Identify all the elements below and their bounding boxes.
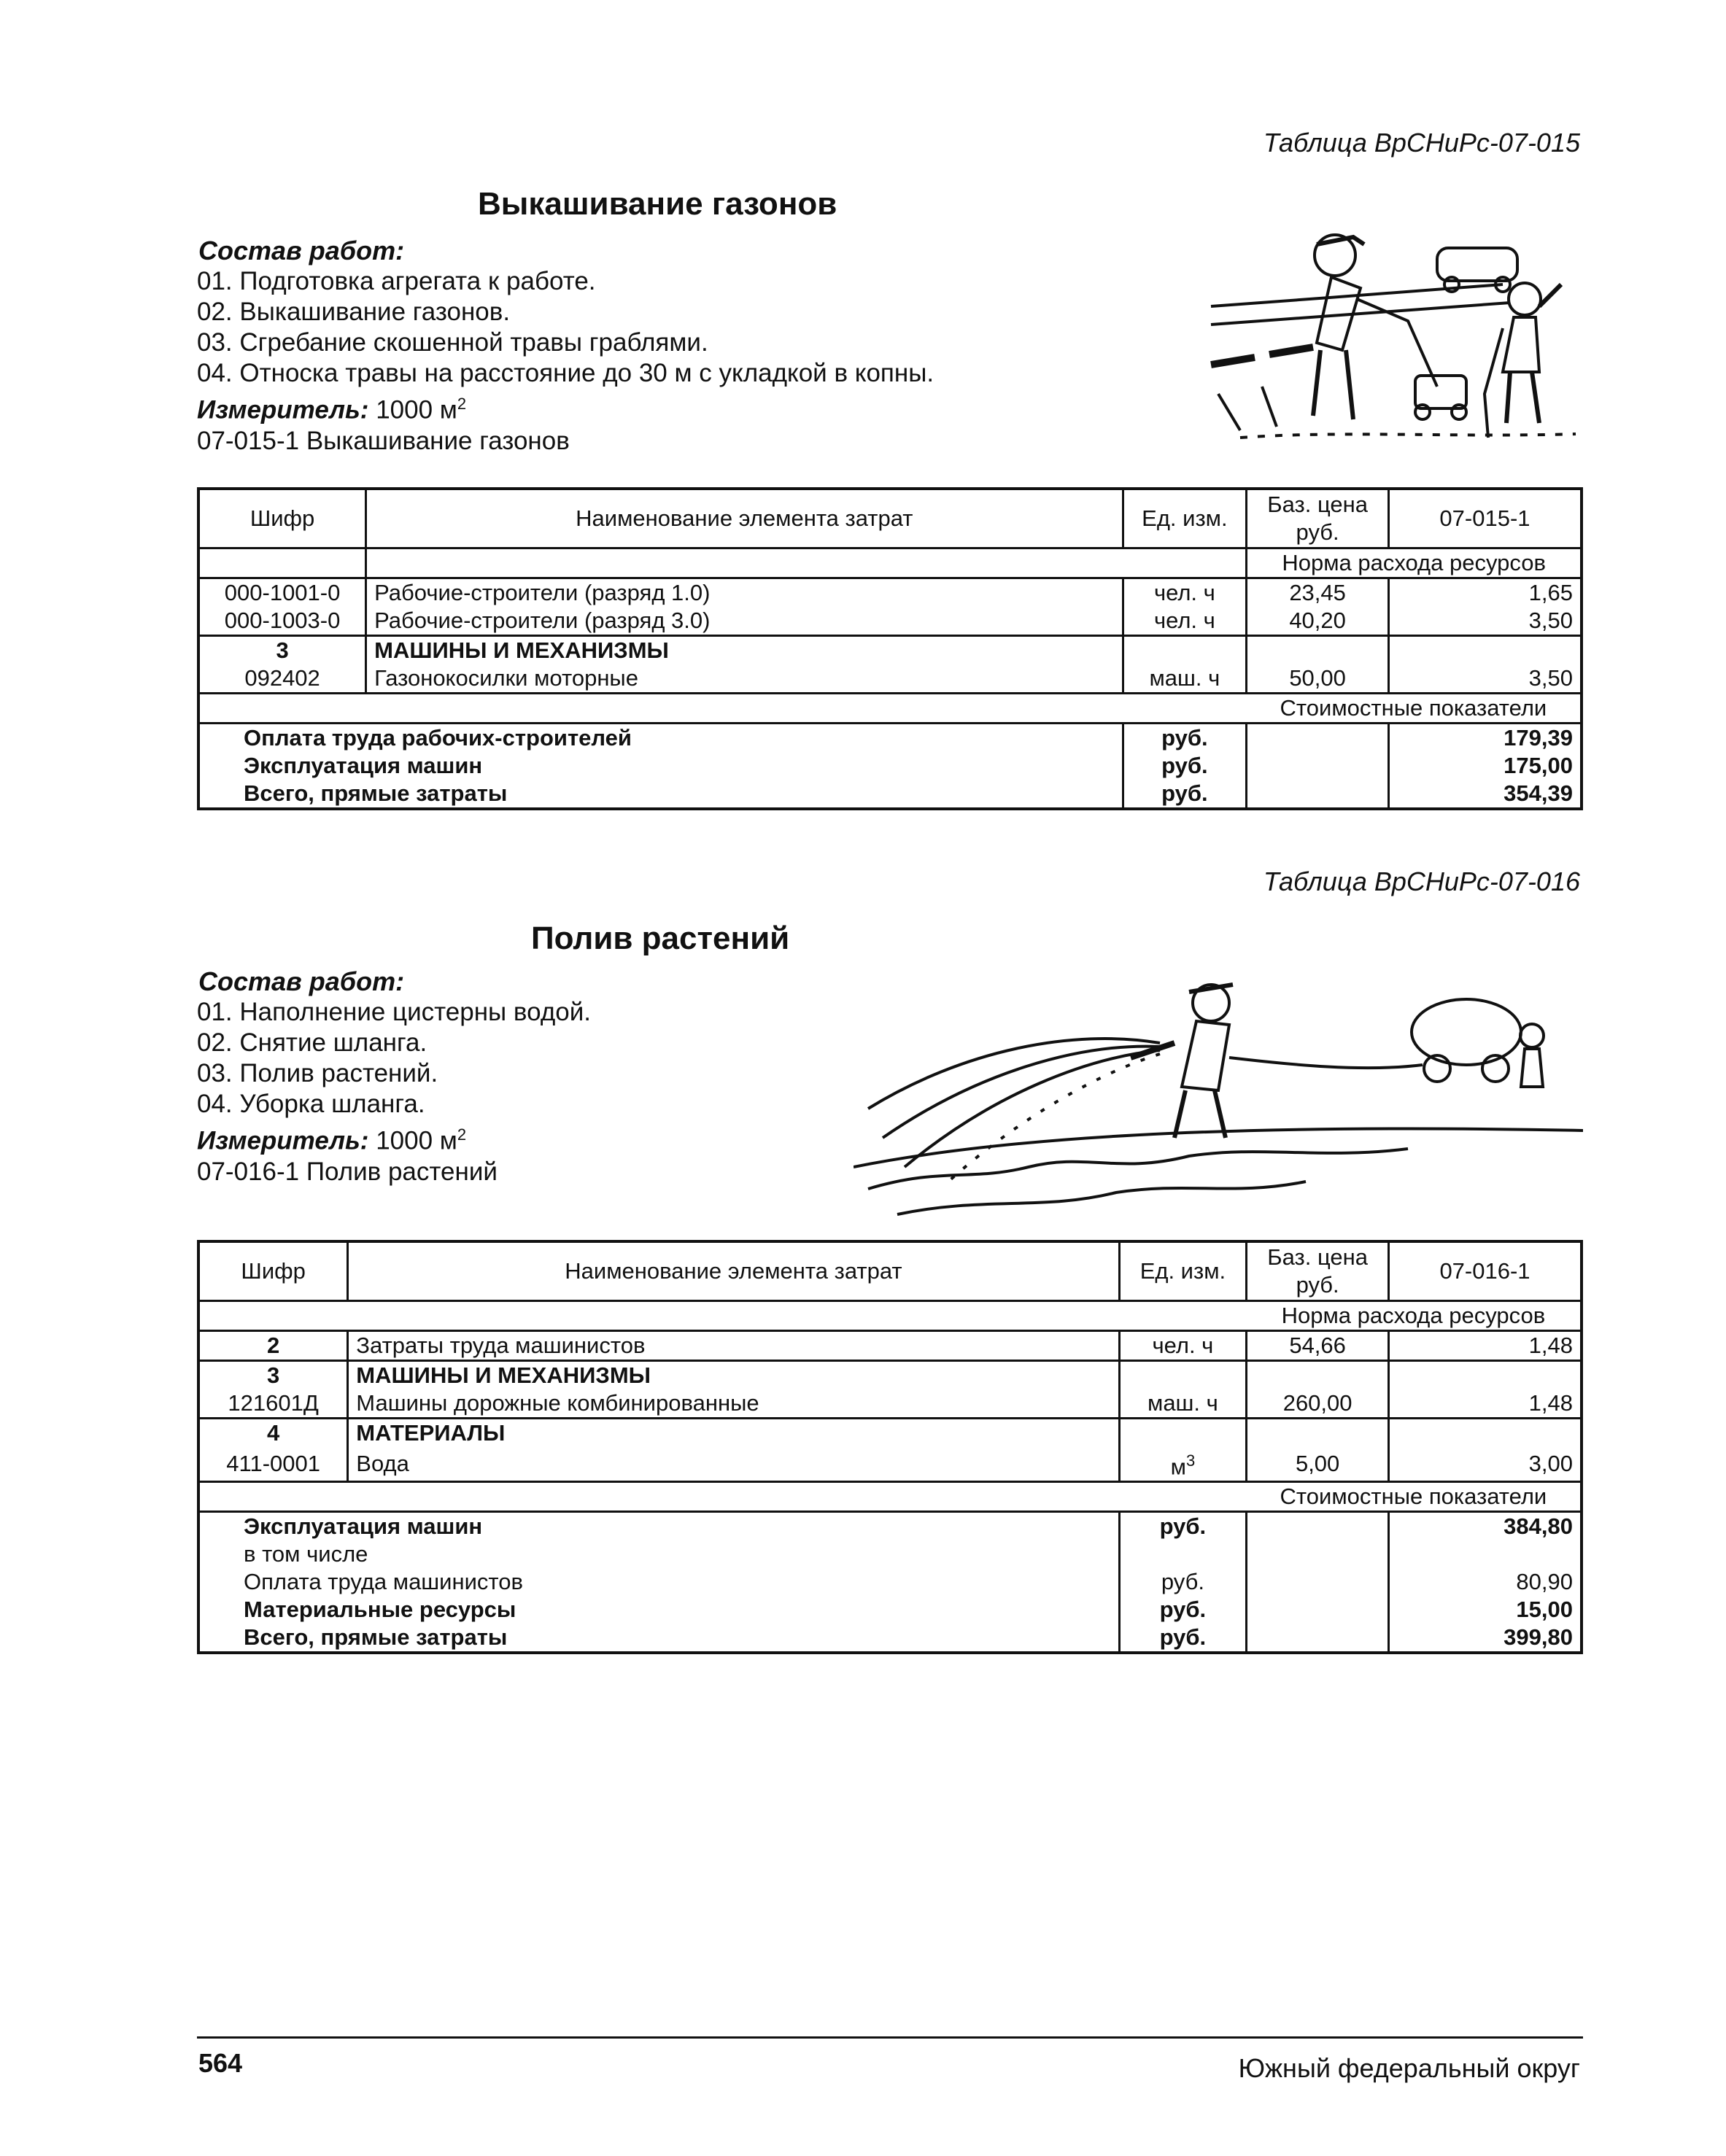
- row-code: 4: [198, 1419, 348, 1448]
- header-norm: 07-016-1: [1439, 1258, 1530, 1284]
- row-unit: чел. ч: [1123, 578, 1247, 608]
- table-label-1: Таблица ВрСНиРс-07-015: [1263, 128, 1580, 158]
- section-title-2: Полив растений: [531, 920, 790, 956]
- total-unit: руб.: [1123, 724, 1247, 753]
- row-name: МАШИНЫ И МЕХАНИЗМЫ: [348, 1361, 1119, 1390]
- total-value: 354,39: [1504, 780, 1573, 806]
- row-price: 260,00: [1247, 1389, 1389, 1419]
- norm-line: 07-016-1 Полив растений: [197, 1157, 498, 1186]
- section-row-norm: [198, 1301, 1582, 1331]
- row-name: Вода: [348, 1447, 1119, 1482]
- section-row-norm: [198, 548, 1582, 578]
- row-code: 092402: [198, 664, 366, 694]
- row-price: 5,00: [1247, 1447, 1389, 1482]
- row-price: 54,66: [1247, 1331, 1389, 1361]
- row-name: Рабочие-строители (разряд 1.0): [366, 578, 1123, 608]
- lawn-mowing-illustration: [1196, 219, 1605, 459]
- measure-value: 1000 м: [376, 395, 457, 424]
- table-label-2: Таблица ВрСНиРс-07-016: [1263, 866, 1580, 896]
- total-value: 15,00: [1516, 1597, 1573, 1623]
- header-code: Шифр: [198, 489, 366, 548]
- page-number: 564: [198, 2048, 243, 2078]
- row-name: Машины дорожные комбинированные: [348, 1389, 1119, 1419]
- row-unit: чел. ч: [1123, 607, 1247, 636]
- header-price: Баз. цена руб.: [1247, 1241, 1389, 1301]
- row-price: 23,45: [1247, 578, 1389, 608]
- measure-line: [197, 389, 934, 426]
- step-item: 01. Наполнение цистерны водой.: [197, 998, 591, 1026]
- section-title-1: Выкашивание газонов: [478, 186, 837, 222]
- row-name: Газонокосилки моторные: [366, 664, 1123, 694]
- measure-value: 1000 м: [376, 1126, 457, 1155]
- total-row: [198, 1540, 1582, 1568]
- total-row: [198, 1596, 1582, 1624]
- row-value: [1388, 636, 1582, 665]
- row-unit: [1123, 636, 1247, 665]
- total-value: [1388, 1540, 1582, 1568]
- total-label: в том числе: [198, 1540, 1119, 1568]
- total-label: Материальные ресурсы: [198, 1596, 1119, 1624]
- row-price: 40,20: [1247, 607, 1389, 636]
- total-unit: руб.: [1119, 1568, 1247, 1596]
- row-price: 50,00: [1247, 664, 1389, 694]
- row-value: [1388, 1419, 1582, 1448]
- row-unit: [1119, 1419, 1247, 1448]
- measure-power: 2: [457, 395, 467, 413]
- norm-section-label: Норма расхода ресурсов: [1247, 548, 1582, 578]
- header-unit: Ед. изм.: [1119, 1241, 1247, 1301]
- total-value: 384,80: [1504, 1513, 1573, 1540]
- cost-section-label: Стоимостные показатели: [1280, 695, 1547, 721]
- total-value: 399,80: [1504, 1624, 1573, 1651]
- row-code: 000-1001-0: [198, 578, 366, 608]
- measure-power: 2: [457, 1125, 467, 1144]
- header-name: Наименование элемента затрат: [348, 1241, 1119, 1301]
- row-code: 3: [198, 636, 366, 665]
- row-name: Затраты труда машинистов: [348, 1331, 1119, 1361]
- table-row: [198, 636, 1582, 665]
- header-name: Наименование элемента затрат: [366, 489, 1123, 548]
- total-value: 179,39: [1504, 725, 1573, 751]
- row-name: МАШИНЫ И МЕХАНИЗМЫ: [366, 636, 1123, 665]
- row-value: [1388, 1361, 1582, 1390]
- table-row: [198, 1331, 1582, 1361]
- total-label: Эксплуатация машин: [198, 1512, 1119, 1541]
- norm-section-label: Норма расхода ресурсов: [1281, 1303, 1546, 1328]
- steps-list-1: [197, 266, 934, 457]
- norm-line: 07-015-1 Выкашивание газонов: [197, 426, 570, 455]
- total-unit: руб.: [1119, 1624, 1247, 1653]
- step-item: 03. Сгребание скошенной травы граблями.: [197, 328, 708, 357]
- total-row: [198, 752, 1582, 780]
- total-row: [198, 724, 1582, 753]
- total-row: [198, 1568, 1582, 1596]
- row-unit-power: 3: [1185, 1451, 1196, 1470]
- total-unit: руб.: [1119, 1596, 1247, 1624]
- row-unit: чел. ч: [1119, 1331, 1247, 1361]
- row-value: 1,65: [1528, 580, 1573, 605]
- row-name: Рабочие-строители (разряд 3.0): [366, 607, 1123, 636]
- row-value: 1,48: [1528, 1390, 1573, 1416]
- total-value: 80,90: [1516, 1569, 1573, 1595]
- resource-table-2: [197, 1240, 1583, 1654]
- row-price: [1247, 1419, 1389, 1448]
- row-unit: [1119, 1447, 1247, 1482]
- row-price: [1247, 1361, 1389, 1390]
- row-code: 121601Д: [198, 1389, 348, 1419]
- row-value: 1,48: [1528, 1333, 1573, 1358]
- row-code: 411-0001: [198, 1447, 348, 1482]
- total-label: Оплата труда машинистов: [198, 1568, 1119, 1596]
- row-value: 3,00: [1528, 1451, 1573, 1477]
- header-unit: Ед. изм.: [1123, 489, 1247, 548]
- resource-table-1: [197, 487, 1583, 810]
- row-name: МАТЕРИАЛЫ: [348, 1419, 1119, 1448]
- row-unit: маш. ч: [1123, 664, 1247, 694]
- row-price: [1247, 636, 1389, 665]
- footer-region: Южный федеральный округ: [1238, 2053, 1580, 2083]
- total-value: 175,00: [1504, 753, 1573, 778]
- table-row: [198, 1389, 1582, 1419]
- total-row: [198, 1512, 1582, 1541]
- total-unit: руб.: [1123, 752, 1247, 780]
- step-item: 02. Снятие шланга.: [197, 1028, 427, 1057]
- table-header-row: [198, 1241, 1582, 1301]
- table-header-row: [198, 489, 1582, 548]
- total-row: [198, 1624, 1582, 1653]
- section-row-cost: [198, 694, 1582, 724]
- total-row: [198, 780, 1582, 809]
- step-item: 02. Выкашивание газонов.: [197, 298, 511, 326]
- cost-section-label: Стоимостные показатели: [1280, 1484, 1547, 1510]
- step-item: 04. Уборка шланга.: [197, 1090, 425, 1118]
- row-value: 3,50: [1528, 665, 1573, 691]
- row-code: 000-1003-0: [198, 607, 366, 636]
- measure-label: Измеритель:: [197, 1126, 369, 1155]
- measure-line: [197, 1120, 591, 1157]
- total-label: Всего, прямые затраты: [198, 1624, 1119, 1653]
- table-row: [198, 1361, 1582, 1390]
- step-item: 04. Относка травы на расстояние до 30 м с укладкой в копны.: [197, 359, 934, 387]
- watering-illustration: [854, 963, 1583, 1225]
- header-code: Шифр: [198, 1241, 348, 1301]
- table-row: [198, 1419, 1582, 1448]
- section-row-cost: [198, 1482, 1582, 1512]
- table-row: [198, 578, 1582, 608]
- total-label: Эксплуатация машин: [198, 752, 1123, 780]
- row-code: 3: [198, 1361, 348, 1390]
- total-unit: руб.: [1123, 780, 1247, 809]
- row-unit: маш. ч: [1119, 1389, 1247, 1419]
- row-code: 2: [198, 1331, 348, 1361]
- step-item: 01. Подготовка агрегата к работе.: [197, 267, 596, 295]
- row-unit: [1119, 1361, 1247, 1390]
- total-unit: [1119, 1540, 1247, 1568]
- header-norm: 07-015-1: [1439, 505, 1530, 531]
- header-price: Баз. цена руб.: [1247, 489, 1389, 548]
- row-unit-base: м: [1170, 1454, 1186, 1480]
- total-unit: руб.: [1119, 1512, 1247, 1541]
- table-row: [198, 664, 1582, 694]
- step-item: 03. Полив растений.: [197, 1059, 438, 1087]
- steps-list-2: [197, 997, 591, 1187]
- total-label: Оплата труда рабочих-строителей: [198, 724, 1123, 753]
- total-label: Всего, прямые затраты: [198, 780, 1123, 809]
- composition-heading-2: Состав работ:: [198, 966, 405, 996]
- footer-rule: [197, 2036, 1583, 2039]
- composition-heading-1: Состав работ:: [198, 236, 405, 265]
- table-row: [198, 1447, 1582, 1482]
- row-value: 3,50: [1528, 608, 1573, 633]
- table-row: [198, 607, 1582, 636]
- measure-label: Измеритель:: [197, 395, 369, 424]
